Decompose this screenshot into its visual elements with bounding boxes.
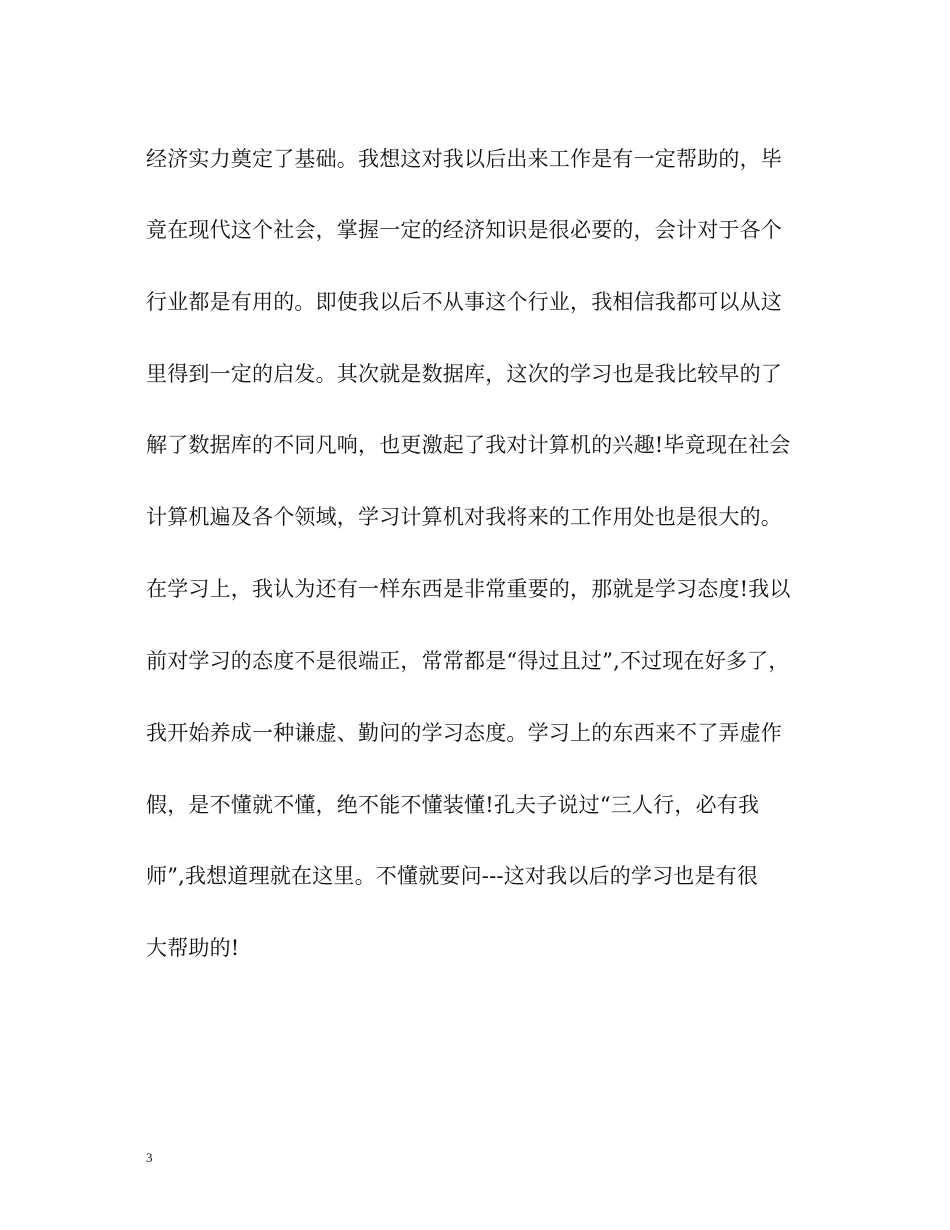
body-text-line: 前对学习的态度不是很端正，常常都是“得过且过”,不过现在好多了， (146, 649, 790, 673)
body-text-line: 经济实力奠定了基础。我想这对我以后出来工作是有一定帮助的，毕 (146, 147, 782, 171)
body-text-line: 假，是不懂就不懂，绝不能不懂装懂!孔夫子说过“三人行，必有我 (146, 793, 760, 817)
body-text-line: 我开始养成一种谦虚、勤问的学习态度。学习上的东西来不了弄虚作 (146, 721, 782, 745)
body-text-line: 里得到一定的启发。其次就是数据库，这次的学习也是我比较早的了 (146, 362, 782, 386)
body-text-line: 大帮助的! (146, 936, 240, 960)
body-text-line: 计算机遍及各个领域，学习计算机对我将来的工作用处也是很大的。 (146, 505, 782, 529)
body-text-line: 竟在现代这个社会，掌握一定的经济知识是很必要的，会计对于各个 (146, 218, 782, 242)
body-text-line: 师”,我想道理就在这里。不懂就要问---这对我以后的学习也是有很 (146, 864, 759, 888)
body-text-line: 解了数据库的不同凡响，也更激起了我对计算机的兴趣!毕竟现在社会 (146, 433, 791, 457)
body-text-line: 行业都是有用的。即使我以后不从事这个行业，我相信我都可以从这 (146, 290, 782, 314)
body-text-line: 在学习上，我认为还有一样东西是非常重要的，那就是学习态度!我以 (146, 577, 791, 601)
page-number: 3 (146, 1150, 153, 1165)
